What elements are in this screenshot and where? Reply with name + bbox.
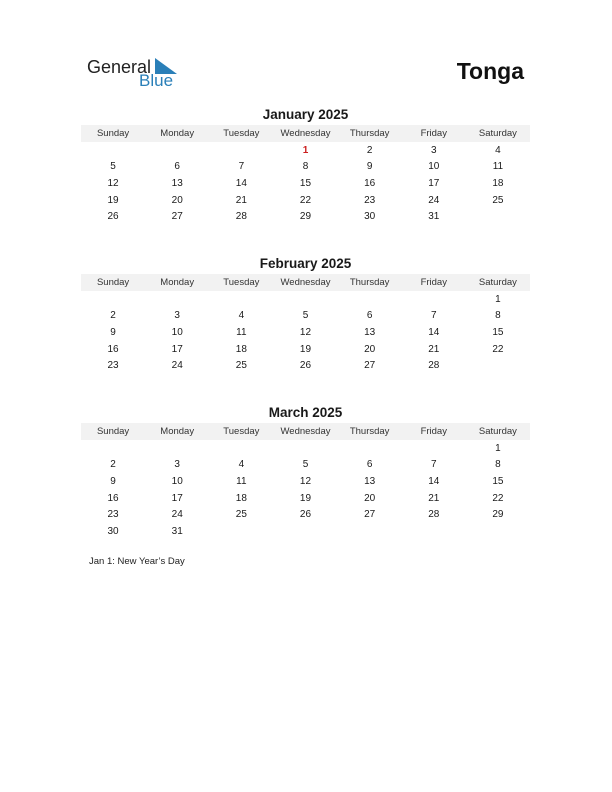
day-cell: 29: [299, 211, 312, 223]
week-row: [81, 291, 530, 308]
day-cell: 28: [428, 509, 440, 521]
day-cell: 18: [235, 492, 247, 504]
day-cell: 8: [495, 459, 501, 471]
day-cell: 31: [428, 211, 440, 223]
day-cell: 22: [299, 194, 312, 206]
day-cell: 23: [107, 360, 119, 372]
day-cell: 30: [364, 211, 376, 223]
day-cell: 27: [364, 509, 376, 521]
day-cell: 13: [171, 177, 183, 189]
day-cell: 12: [299, 475, 312, 487]
holiday-notes: [89, 556, 185, 567]
day-cell: 16: [364, 177, 376, 189]
weekday-label: Saturday: [478, 426, 517, 437]
day-cell: 21: [428, 492, 440, 504]
day-cell: 25: [235, 360, 247, 372]
day-cell: 5: [302, 310, 309, 322]
country-title: Tonga: [456, 58, 524, 84]
day-cell: 16: [107, 343, 119, 355]
month-title: February 2025: [259, 256, 352, 271]
weekday-label: Sunday: [96, 128, 130, 139]
day-cell: 10: [171, 326, 183, 338]
day-cell: 14: [428, 326, 440, 338]
day-cell: 23: [364, 194, 376, 206]
day-cell: 18: [235, 343, 247, 355]
day-cell: 17: [428, 177, 440, 189]
week-row: [81, 457, 530, 474]
week-row: [81, 175, 530, 192]
day-cell: 9: [110, 475, 116, 487]
day-cell: 3: [174, 310, 180, 322]
day-cell: 22: [492, 492, 504, 504]
day-cell: 6: [366, 310, 373, 322]
day-cell: 25: [492, 194, 504, 206]
weekday-header-row: [81, 423, 530, 440]
day-cell: 13: [364, 475, 376, 487]
day-cell: 23: [107, 509, 119, 521]
day-cell: 8: [302, 161, 309, 173]
day-cell: 18: [492, 177, 504, 189]
weekday-label: Thursday: [349, 426, 390, 437]
day-cell: 15: [299, 177, 312, 189]
week-row: [81, 506, 530, 523]
day-cell: 3: [174, 459, 180, 471]
week-row: [81, 523, 530, 540]
holiday-note: Jan 1: New Year’s Day: [89, 556, 185, 567]
day-cell: 20: [364, 492, 376, 504]
day-cell: 9: [366, 161, 373, 173]
weekday-label: Friday: [420, 277, 447, 288]
day-cell: 19: [299, 492, 312, 504]
day-cell: 26: [299, 360, 312, 372]
month-february: [81, 255, 530, 374]
day-cell: 26: [107, 211, 119, 223]
day-cell: 27: [171, 211, 183, 223]
logo-text-general: General: [87, 57, 152, 77]
day-cell: 19: [107, 194, 119, 206]
day-cell: 27: [364, 360, 376, 372]
weekday-label: Saturday: [478, 128, 517, 139]
weekday-label: Sunday: [96, 277, 130, 288]
weekday-label: Tuesday: [223, 128, 260, 139]
day-cell: 10: [171, 475, 183, 487]
day-cell: 7: [430, 459, 437, 471]
week-row: [81, 159, 530, 176]
day-cell: 2: [366, 144, 373, 156]
week-row: [81, 208, 530, 225]
day-cell: 11: [492, 161, 504, 173]
day-cell: 24: [171, 360, 183, 372]
week-row: [81, 324, 530, 341]
day-cell: 22: [492, 343, 504, 355]
day-cell: 25: [235, 509, 247, 521]
day-cell: 9: [110, 326, 116, 338]
day-cell: 2: [110, 459, 116, 471]
day-cell: 1: [495, 442, 501, 454]
day-cell: 12: [107, 177, 119, 189]
day-cell: 28: [428, 360, 440, 372]
weekday-label: Sunday: [96, 426, 130, 437]
week-row: [81, 357, 530, 374]
day-cell: 17: [171, 492, 183, 504]
weekday-label: Tuesday: [223, 277, 260, 288]
day-cell: 8: [495, 310, 501, 322]
day-cell: 15: [492, 475, 504, 487]
week-row: [81, 490, 530, 507]
weekday-label: Wednesday: [280, 426, 331, 437]
day-cell: 4: [495, 144, 501, 156]
day-cell: 15: [492, 326, 504, 338]
day-cell: 4: [238, 459, 245, 471]
day-cell: 14: [235, 177, 247, 189]
day-cell: 11: [236, 326, 247, 338]
month-title: March 2025: [268, 405, 343, 420]
week-row: [81, 308, 530, 325]
weekday-header-row: [81, 125, 530, 142]
day-cell: 29: [492, 509, 504, 521]
month-title: January 2025: [262, 107, 349, 122]
day-cell: 5: [110, 161, 116, 173]
weekday-label: Wednesday: [280, 128, 331, 139]
weekday-label: Friday: [420, 128, 447, 139]
day-cell: 17: [171, 343, 183, 355]
day-cell: 31: [171, 525, 183, 537]
month-january: [81, 106, 530, 225]
day-cell: 10: [428, 161, 440, 173]
weekday-label: Monday: [160, 277, 195, 288]
weekday-label: Monday: [160, 426, 195, 437]
weekday-label: Thursday: [349, 128, 390, 139]
day-cell: 7: [430, 310, 437, 322]
week-row: [81, 341, 530, 358]
day-cell: 6: [366, 459, 373, 471]
day-cell: 1: [302, 144, 309, 156]
weekday-label: Thursday: [349, 277, 390, 288]
day-cell: 20: [364, 343, 376, 355]
day-cell: 4: [238, 310, 245, 322]
weekday-label: Monday: [160, 128, 195, 139]
day-cell: 21: [428, 343, 440, 355]
logo-text-blue: Blue: [139, 71, 174, 90]
weekday-label: Wednesday: [280, 277, 331, 288]
week-row: [81, 142, 530, 159]
day-cell: 24: [171, 509, 183, 521]
weekday-label: Friday: [420, 426, 447, 437]
day-cell: 13: [364, 326, 376, 338]
day-cell: 30: [107, 525, 119, 537]
day-cell: 20: [171, 194, 183, 206]
weekday-header-row: [81, 274, 530, 291]
brand-logo: [87, 56, 197, 92]
week-row: [81, 440, 530, 457]
week-row: [81, 473, 530, 490]
month-march: [81, 404, 530, 540]
weekday-label: Saturday: [478, 277, 517, 288]
day-cell: 2: [110, 310, 116, 322]
day-cell: 28: [235, 211, 247, 223]
day-cell: 14: [428, 475, 440, 487]
day-cell: 7: [238, 161, 245, 173]
day-cell: 6: [174, 161, 180, 173]
day-cell: 19: [299, 343, 312, 355]
day-cell: 5: [302, 459, 309, 471]
day-cell: 12: [299, 326, 312, 338]
weekday-label: Tuesday: [223, 426, 260, 437]
day-cell: 21: [235, 194, 247, 206]
week-row: [81, 192, 530, 209]
day-cell: 24: [428, 194, 440, 206]
day-cell: 16: [107, 492, 119, 504]
day-cell: 26: [299, 509, 312, 521]
day-cell: 3: [430, 144, 437, 156]
day-cell: 1: [495, 293, 501, 305]
day-cell: 11: [236, 475, 247, 487]
